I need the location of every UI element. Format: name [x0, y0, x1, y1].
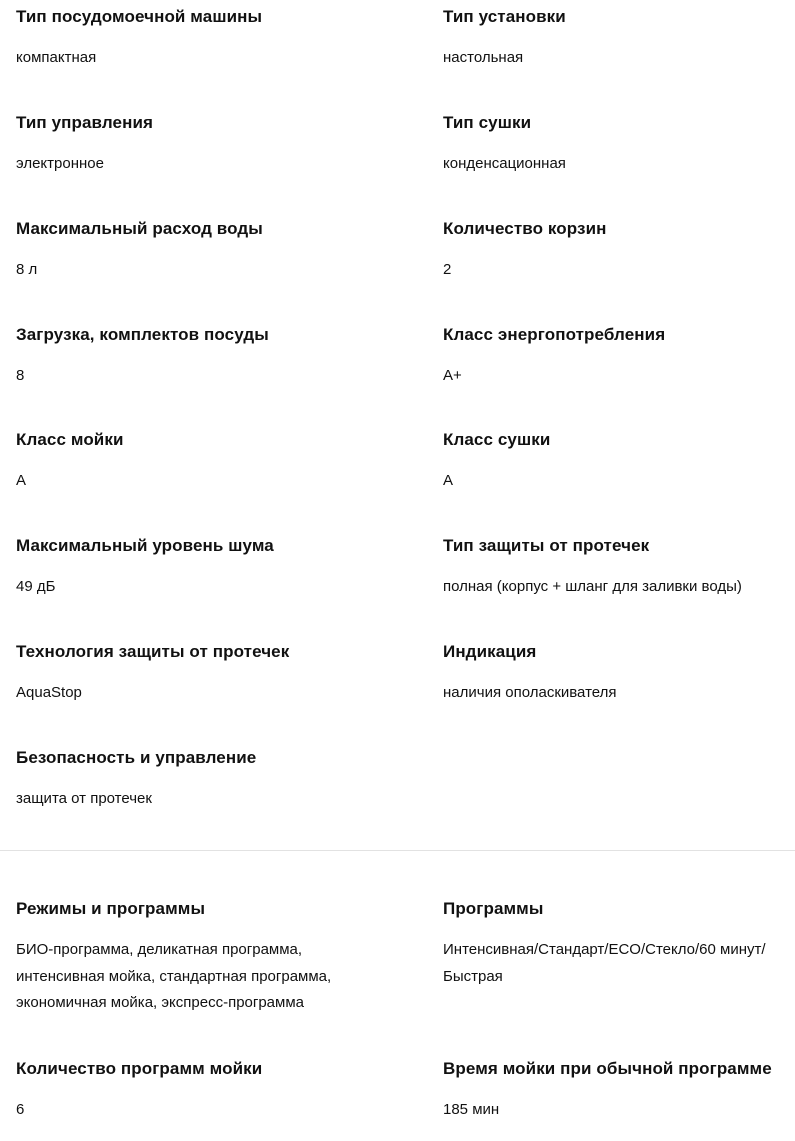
spec-label: Тип посудомоечной машины [16, 7, 263, 26]
spec-value: наличия ополаскивателя [443, 684, 617, 701]
spec-value: A [443, 472, 454, 489]
spec-value: A+ [443, 367, 462, 384]
spec-label: Загрузка, комплектов посуды [16, 325, 269, 344]
spec-value-line: экономичная мойка, экспресс-программа [16, 994, 304, 1011]
spec-item-modes-programs [16, 898, 368, 1017]
spec-item-place-settings [16, 324, 368, 390]
spec-item-installation-type [443, 6, 795, 72]
spec-label: Программы [443, 899, 544, 918]
spec-item-leak-protection-tech [16, 641, 368, 707]
spec-value-line: интенсивная мойка, стандартная программа, [16, 967, 332, 985]
spec-label: Тип сушки [443, 113, 532, 132]
spec-item-max-noise-level [16, 535, 368, 601]
spec-item-control-type [16, 112, 368, 178]
spec-value: полная (корпус + шланг для заливки воды) [443, 578, 742, 595]
spec-item-drying-type [443, 112, 795, 178]
spec-label: Класс мойки [16, 430, 124, 449]
spec-value: A [16, 472, 27, 489]
spec-value: конденсационная [443, 155, 566, 172]
spec-value-line: Быстрая [443, 967, 503, 985]
spec-label: Максимальный уровень шума [16, 536, 274, 555]
spec-value: 8 л [16, 261, 38, 278]
spec-label: Время мойки при обычной программе [443, 1059, 772, 1078]
spec-value: 2 [443, 261, 452, 278]
spec-value: компактная [16, 49, 97, 66]
spec-label: Режимы и программы [16, 899, 206, 918]
spec-value [443, 937, 795, 990]
spec-item-washing-class [16, 429, 368, 495]
spec-label: Тип управления [16, 113, 154, 132]
spec-item-indication [443, 641, 795, 707]
spec-value-line: БИО-программа, деликатная программа, [16, 941, 303, 958]
spec-label: Количество программ мойки [16, 1059, 263, 1078]
spec-item-energy-class [443, 324, 795, 390]
spec-value [16, 937, 368, 1017]
spec-label: Класс сушки [443, 430, 551, 449]
spec-value-line: Интенсивная/Стандарт/ECO/Стекло/60 минут/ [443, 941, 766, 958]
spec-item-basket-count [443, 218, 795, 284]
spec-item-max-water-usage [16, 218, 368, 284]
spec-value: 49 дБ [16, 578, 56, 595]
section-divider [0, 850, 795, 851]
spec-label: Максимальный расход воды [16, 219, 263, 238]
spec-value: настольная [443, 49, 524, 66]
spec-value: электронное [16, 155, 104, 172]
spec-item-safety-control [16, 747, 368, 813]
spec-value [443, 1097, 795, 1124]
spec-label: Тип защиты от протечек [443, 536, 650, 555]
spec-label: Количество корзин [443, 219, 607, 238]
spec-value: защита от протечек [16, 790, 152, 807]
spec-item-dishwasher-type [16, 6, 368, 72]
spec-item-leak-protection-type [443, 535, 795, 601]
spec-label: Класс энергопотребления [443, 325, 666, 344]
spec-value-line: 185 мин [443, 1101, 500, 1118]
spec-item-drying-class [443, 429, 795, 495]
spec-item-normal-cycle-time [443, 1058, 795, 1124]
spec-label: Тип установки [443, 7, 566, 26]
spec-label: Технология защиты от протечек [16, 642, 290, 661]
spec-label: Безопасность и управление [16, 748, 257, 767]
spec-item-programs [443, 898, 795, 990]
spec-value-line: 6 [16, 1101, 25, 1118]
spec-value: 8 [16, 367, 25, 384]
spec-value [16, 1097, 368, 1124]
spec-value: AquaStop [16, 684, 82, 701]
spec-label: Индикация [443, 642, 537, 661]
spec-item-program-count [16, 1058, 368, 1124]
